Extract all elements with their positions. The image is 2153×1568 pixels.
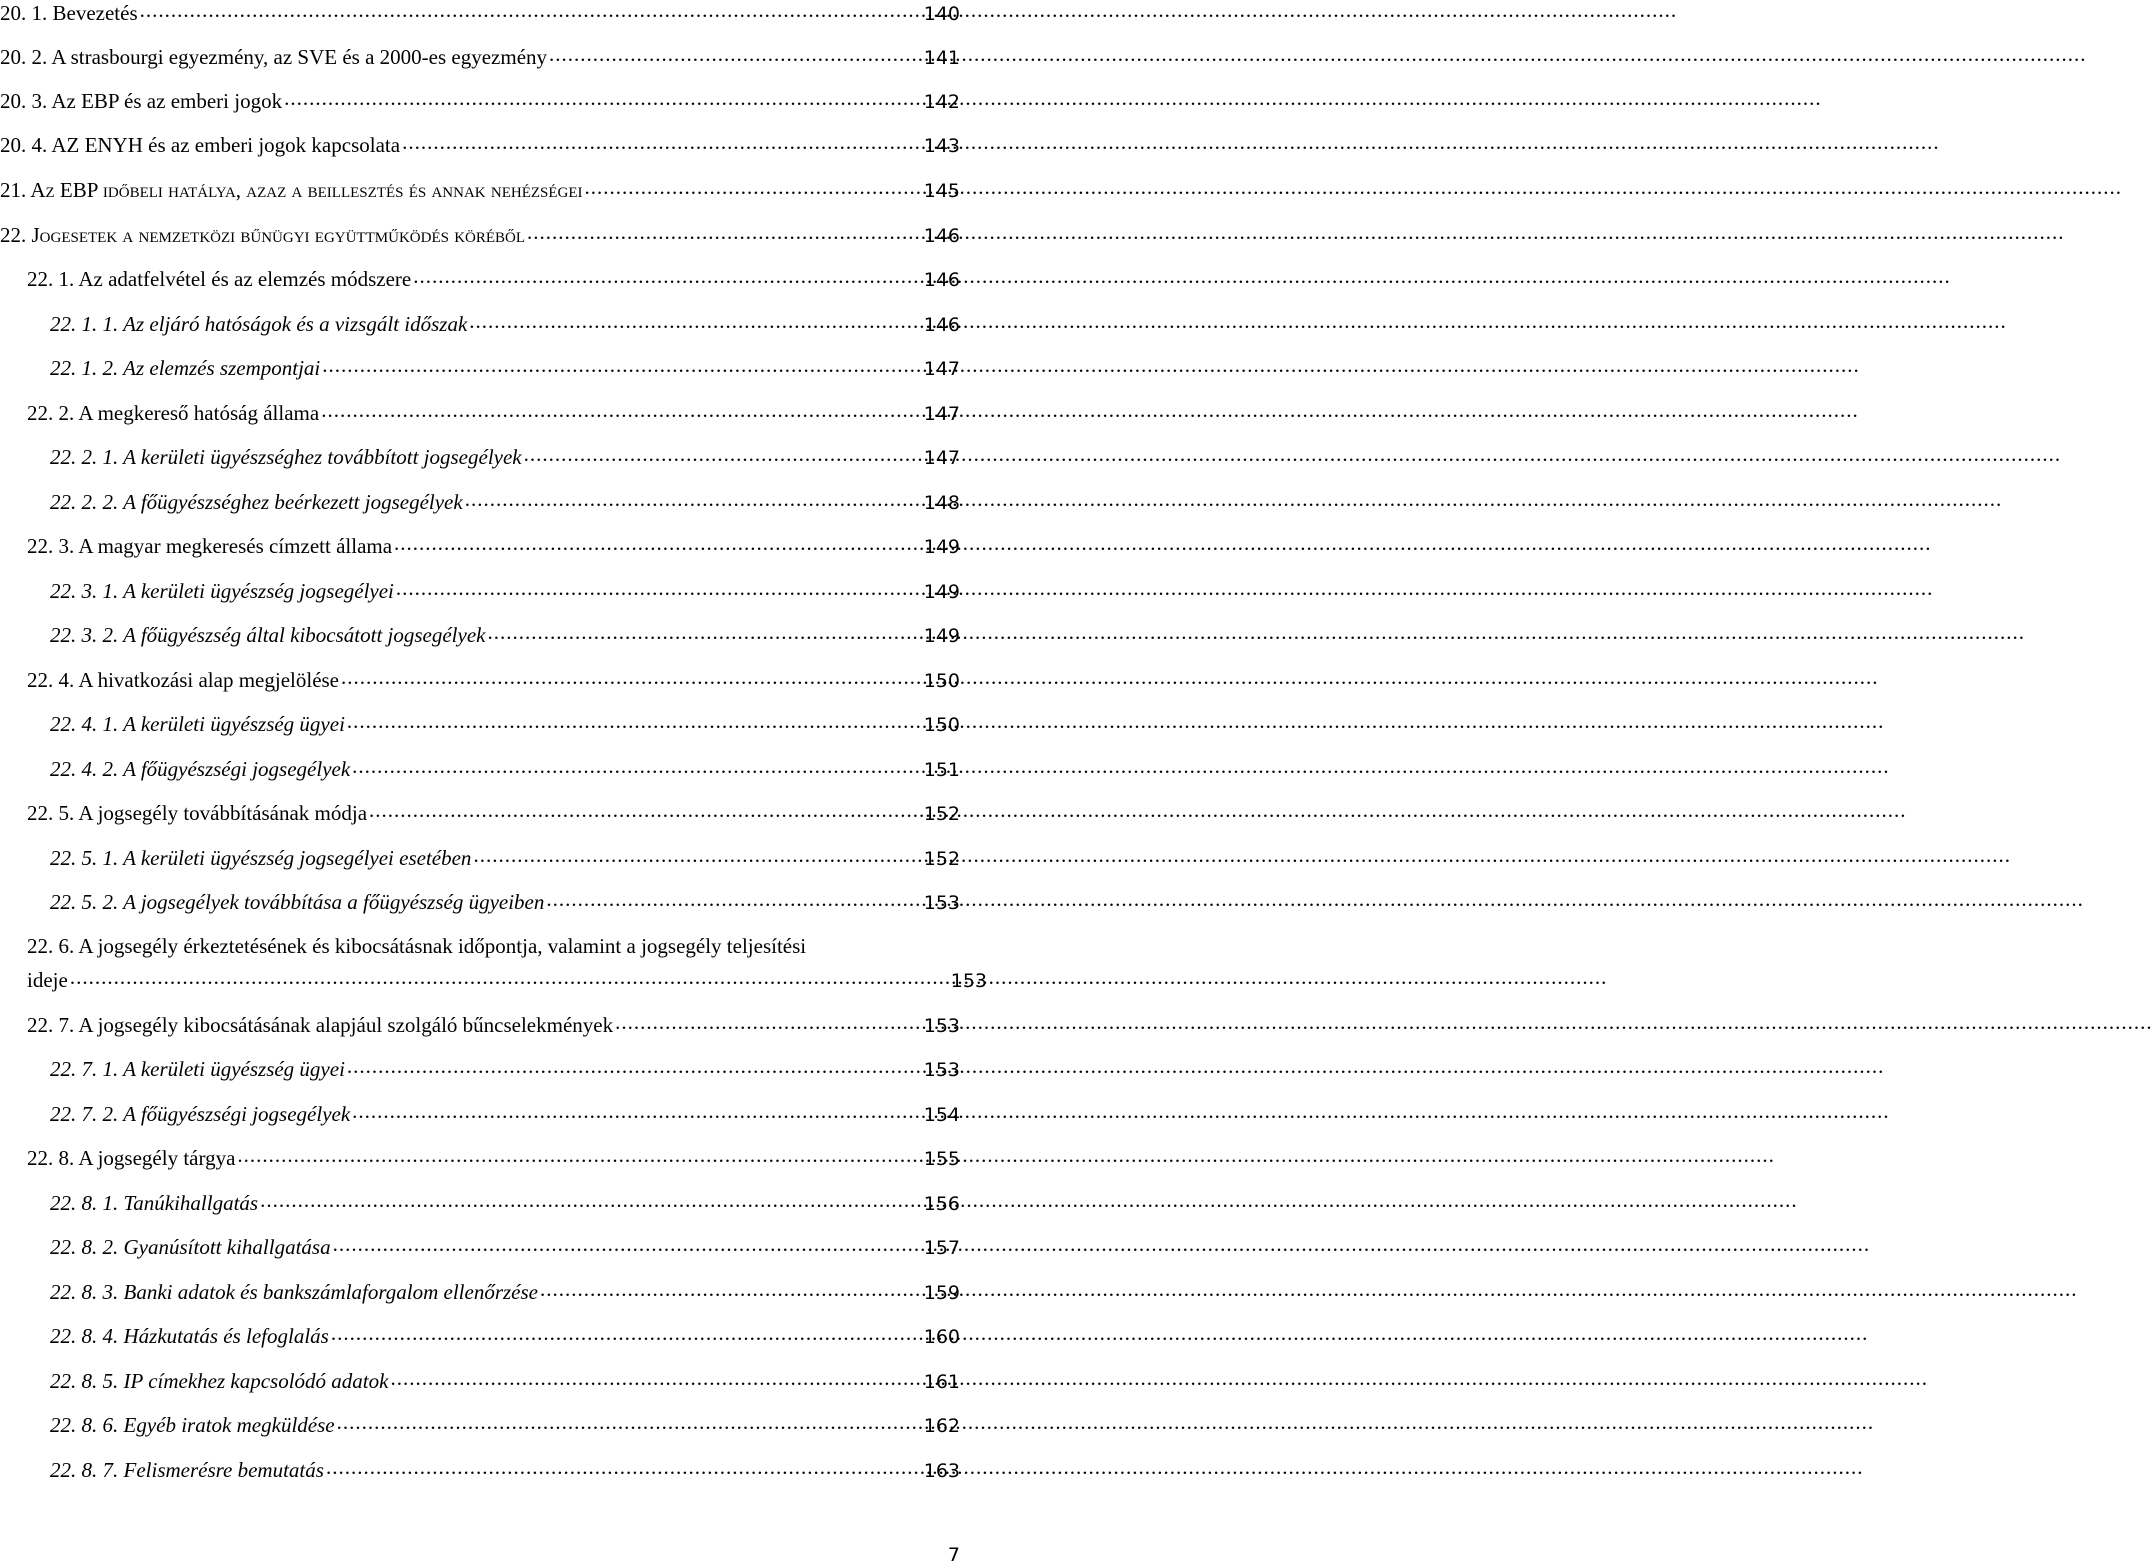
toc-entry-page: 155	[923, 1148, 960, 1170]
toc-entry[interactable]	[0, 1234, 960, 1268]
toc-leader-dots	[352, 1101, 922, 1121]
toc-entry[interactable]	[0, 533, 960, 567]
toc-leader-dots	[369, 800, 922, 820]
toc-entry[interactable]	[0, 400, 960, 434]
toc-leader-dots	[473, 845, 921, 865]
toc-entry-page: 146	[923, 225, 960, 247]
toc-entry-page: 153	[923, 892, 960, 914]
toc-entry-page: 157	[923, 1237, 960, 1259]
toc-entry[interactable]	[0, 845, 960, 879]
toc-entry-title: 22. 1. 2. Az elemzés szempontjai	[50, 356, 321, 380]
toc-entry-title: 22. 7. 1. A kerületi ügyészség ügyei	[50, 1057, 345, 1081]
toc-entry-page: 147	[923, 403, 960, 425]
toc-entry[interactable]	[0, 889, 960, 923]
toc-entry-page: 146	[923, 314, 960, 336]
toc-entry-page: 140	[923, 3, 960, 25]
toc-entry-page: 156	[923, 1193, 960, 1215]
toc-entry-page: 148	[923, 492, 960, 514]
toc-leader-dots	[585, 177, 922, 197]
toc-entry[interactable]	[0, 1012, 960, 1046]
toc-entry[interactable]	[0, 489, 960, 523]
toc-leader-dots	[333, 1234, 922, 1254]
toc-entry-page: 149	[923, 625, 960, 647]
toc-entry-title: 22. 1. 1. Az eljáró hatóságok és a vizsgált időszak	[50, 312, 468, 336]
toc-entry-page: 159	[923, 1282, 960, 1304]
toc-entry[interactable]	[0, 88, 960, 122]
toc-leader-dots	[260, 1190, 922, 1210]
toc-entry-page: 152	[923, 848, 960, 870]
toc-entry[interactable]	[0, 622, 960, 656]
toc-leader-dots	[469, 311, 921, 331]
toc-entry-page: 149	[923, 581, 960, 603]
toc-entry[interactable]	[0, 132, 960, 166]
toc-entry[interactable]	[0, 266, 960, 300]
toc-entry[interactable]	[0, 222, 960, 256]
toc-entry-title: 22. 5. 1. A kerületi ügyészség jogsegélyei esetében	[50, 846, 472, 870]
toc-entry-title: 22. 3. 1. A kerületi ügyészség jogsegélyei	[50, 579, 394, 603]
toc-entry-title: 22. 8. 5. IP címekhez kapcsolódó adatok	[50, 1369, 389, 1393]
toc-entry[interactable]	[0, 44, 960, 78]
toc-leader-dots	[396, 578, 922, 598]
toc-leader-dots	[237, 1145, 921, 1165]
toc-leader-dots	[546, 889, 921, 909]
toc-leader-dots	[337, 1412, 922, 1432]
toc-entry[interactable]	[0, 1056, 960, 1090]
toc-entry-title-continued: ideje	[27, 968, 68, 992]
toc-entry[interactable]	[0, 967, 987, 1001]
toc-entry-title: 22. 3. A magyar megkeresés címzett állama	[27, 534, 393, 558]
toc-entry-page: 153	[950, 970, 987, 992]
toc-leader-dots	[465, 489, 922, 509]
toc-entry-page: 162	[923, 1415, 960, 1437]
toc-leader-dots	[347, 1056, 922, 1076]
toc-leader-dots	[140, 0, 922, 20]
toc-entry[interactable]	[0, 355, 960, 389]
toc-leader-dots	[527, 222, 922, 242]
toc-entry-title: 22. 5. A jogsegély továbbításának módja	[27, 801, 368, 825]
toc-leader-dots	[341, 667, 922, 687]
toc-entry[interactable]	[0, 1412, 960, 1446]
toc-leader-dots	[322, 355, 921, 375]
toc-entry-title: 22. 4. 1. A kerületi ügyészség ügyei	[50, 712, 345, 736]
toc-leader-dots	[487, 622, 921, 642]
toc-entry-wrap-line[interactable]	[0, 933, 960, 967]
toc-entry[interactable]	[0, 711, 960, 745]
toc-entry-page: 142	[923, 91, 960, 113]
toc-leader-dots	[390, 1368, 921, 1388]
toc-entry-title: 21. Az EBP időbeli hatálya, azaz a beillesztés és annak nehézségei	[0, 178, 583, 202]
toc-entry-page: 150	[923, 670, 960, 692]
toc-entry-title: 22. 3. 2. A főügyészség által kibocsátott jogsegélyek	[50, 623, 486, 647]
toc-leader-dots	[326, 1457, 922, 1477]
toc-entry-page: 147	[923, 447, 960, 469]
toc-leader-dots	[321, 400, 922, 420]
toc-leader-dots	[540, 1279, 922, 1299]
toc-entry-title: 22. 2. 2. A főügyészséghez beérkezett jogsegélyek	[50, 490, 463, 514]
toc-leader-dots	[347, 711, 922, 731]
toc-entry[interactable]	[0, 1190, 960, 1224]
toc-entry[interactable]	[0, 444, 960, 478]
toc-entry-page: 153	[923, 1059, 960, 1081]
toc-entry-title: 22. 8. 3. Banki adatok és bankszámlaforgalom ellenőrzése	[50, 1280, 538, 1304]
toc-entry-title: 22. 2. 1. A kerületi ügyészséghez továbbított jogsegélyek	[50, 445, 522, 469]
toc-leader-dots	[331, 1323, 922, 1343]
toc-entry-title: 22. 5. 2. A jogsegélyek továbbítása a főügyészség ügyeiben	[50, 890, 545, 914]
toc-leader-dots	[615, 1012, 922, 1032]
toc-entry-page: 147	[923, 358, 960, 380]
toc-entry-title: 22. 6. A jogsegély érkeztetésének és kibocsátásnak időpontja, valamint a jogsegély teljesítési	[27, 934, 807, 958]
toc-entry-title: 22. 8. 2. Gyanúsított kihallgatása	[50, 1235, 331, 1259]
toc-entry-page: 154	[923, 1104, 960, 1126]
toc-entry-title: 22. 4. A hivatkozási alap megjelölése	[27, 668, 340, 692]
toc-leader-dots	[402, 132, 922, 152]
toc-entry-title: 22. 7. 2. A főügyészségi jogsegélyek	[50, 1102, 351, 1126]
toc-leader-dots	[352, 756, 922, 776]
toc-entry-title: 22. 8. A jogsegély tárgya	[27, 1146, 236, 1170]
toc-entry-title: 20. 2. A strasbourgi egyezmény, az SVE és a 2000-es egyezmény	[0, 45, 548, 69]
toc-entry[interactable]	[0, 1457, 960, 1491]
toc-entry-title: 22. 8. 6. Egyéb iratok megküldése	[50, 1413, 335, 1437]
toc-entry-title: 20. 1. Bevezetés	[0, 1, 138, 25]
toc-entry[interactable]	[0, 311, 960, 345]
toc-entry-title: 22. 1. Az adatfelvétel és az elemzés módszere	[27, 267, 412, 291]
toc-leader-dots	[394, 533, 922, 553]
toc-entry-page: 153	[923, 1015, 960, 1037]
toc-entry-title: 22. 2. A megkereső hatóság állama	[27, 401, 320, 425]
toc-entry-page: 161	[923, 1371, 960, 1393]
toc-entry[interactable]	[0, 800, 960, 834]
toc-entry-page: 150	[923, 714, 960, 736]
toc-leader-dots	[413, 266, 922, 286]
toc-entry-title: 22. 4. 2. A főügyészségi jogsegélyek	[50, 757, 351, 781]
toc-entry[interactable]	[0, 667, 960, 701]
toc-entry-page: 163	[923, 1460, 960, 1482]
toc-entry[interactable]	[0, 1279, 960, 1313]
toc-leader-dots	[70, 967, 949, 987]
toc-entry-page: 149	[923, 536, 960, 558]
toc-entry-title: 20. 3. Az EBP és az emberi jogok	[0, 89, 283, 113]
toc-entry[interactable]	[0, 578, 960, 612]
toc-entry-page: 151	[923, 759, 960, 781]
toc-leader-dots	[524, 444, 922, 464]
toc-entry-title: 22. Jogesetek a nemzetközi bűnügyi együttműködés köréből	[0, 223, 526, 247]
toc-entry-page: 143	[923, 135, 960, 157]
toc-leader-dots	[549, 44, 922, 64]
toc-entry[interactable]	[0, 1101, 960, 1135]
toc-entry-title: 22. 8. 7. Felismerésre bemutatás	[50, 1458, 324, 1482]
toc-entry[interactable]	[0, 1145, 960, 1179]
toc-entry-page: 145	[923, 180, 960, 202]
toc-entry[interactable]	[0, 756, 960, 790]
toc-entry-page: 146	[923, 269, 960, 291]
toc-entry-title: 22. 7. A jogsegély kibocsátásának alapjául szolgáló bűncselekmények	[27, 1013, 614, 1037]
toc-leader-dots	[284, 88, 922, 108]
toc-entry-page: 152	[923, 803, 960, 825]
page-number: 7	[947, 1544, 960, 1566]
toc-entry[interactable]	[0, 1368, 960, 1402]
toc-entry[interactable]	[0, 1323, 960, 1357]
toc-entry-title: 22. 8. 4. Házkutatás és lefoglalás	[50, 1324, 329, 1348]
toc-entry-title: 22. 8. 1. Tanúkihallgatás	[50, 1191, 259, 1215]
toc-entry-page: 141	[923, 47, 960, 69]
toc-entry[interactable]	[0, 177, 960, 211]
toc-entry-page: 160	[923, 1326, 960, 1348]
toc-entry[interactable]	[0, 0, 960, 34]
toc-entry-title: 20. 4. AZ ENYH és az emberi jogok kapcsolata	[0, 133, 401, 157]
